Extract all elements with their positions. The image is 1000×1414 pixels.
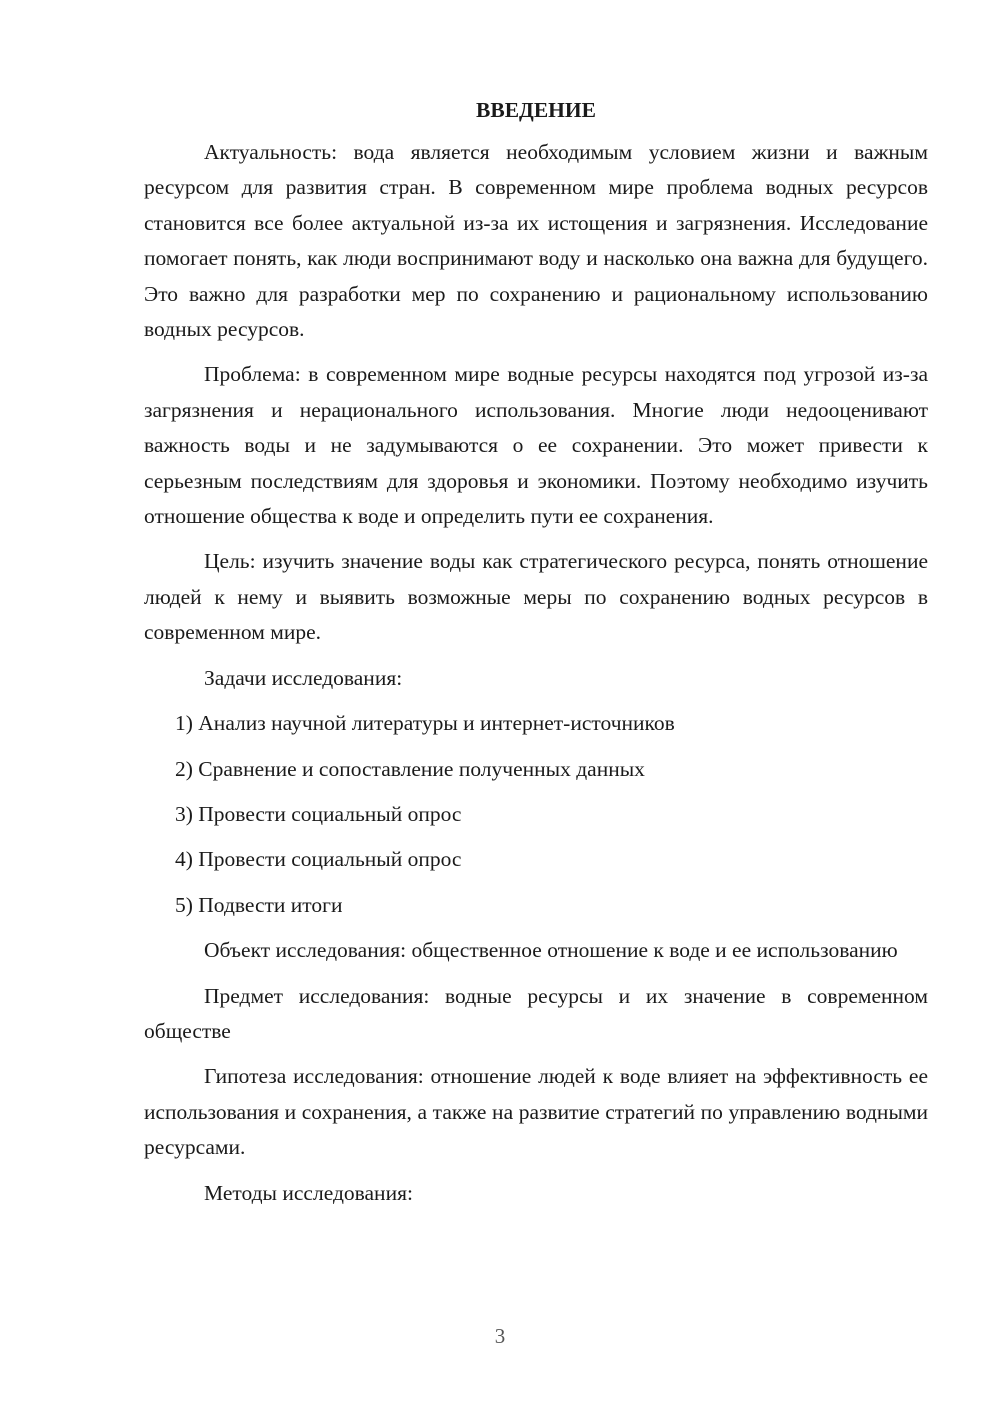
- page-title: ВВЕДЕНИЕ: [476, 98, 596, 122]
- task-item-1: 1) Анализ научной литературы и интернет-источников: [175, 711, 675, 736]
- methods-label: Методы исследования:: [204, 1180, 413, 1205]
- task-item-5: 5) Подвести итоги: [175, 892, 343, 917]
- tasks-label: Задачи исследования:: [204, 665, 403, 690]
- problem-paragraph: Проблема: в современном мире водные ресурсы находятся под угрозой из-за загрязнения и нерационального использования. Многие люди недооценивают важность воды и не задумываются о ее сохранении. Это может привести к серьезным последствиям для здоровья и экономики. Поэтому необходимо изучить отношение общества к воде и определить пути ее сохранения.: [144, 362, 928, 529]
- goal-paragraph: Цель: изучить значение воды как стратегического ресурса, понять отношение людей к нему и выявить возможные меры по сохранению водных ресурсов в современном мире.: [144, 549, 928, 645]
- task-item-3: 3) Провести социальный опрос: [175, 801, 462, 826]
- object-paragraph: Объект исследования: общественное отношение к воде и ее использованию: [204, 938, 898, 963]
- tasks-list: [144, 706, 928, 923]
- page-number: 3: [494, 1324, 506, 1348]
- task-item-4: 4) Провести социальный опрос: [175, 847, 462, 872]
- page-body: [144, 92, 928, 1221]
- hypothesis-paragraph: Гипотеза исследования: отношение людей к воде влияет на эффективность ее использования и сохранения, а также на развитие стратегий по управлению водными ресурсами.: [144, 1064, 928, 1160]
- task-item-2: 2) Сравнение и сопоставление полученных данных: [175, 756, 645, 781]
- relevance-paragraph: Актуальность: вода является необходимым условием жизни и важным ресурсом для развития стран. В современном мире проблема водных ресурсов становится все более актуальной из-за их истощения и загрязнения. Исследование помогает понять, как люди воспринимают воду и насколько она важна для будущего. Это важно для разработки мер по сохранению и рациональному использованию водных ресурсов.: [144, 140, 928, 342]
- subject-paragraph: Предмет исследования: водные ресурсы и их значение в современном обществе: [144, 983, 928, 1043]
